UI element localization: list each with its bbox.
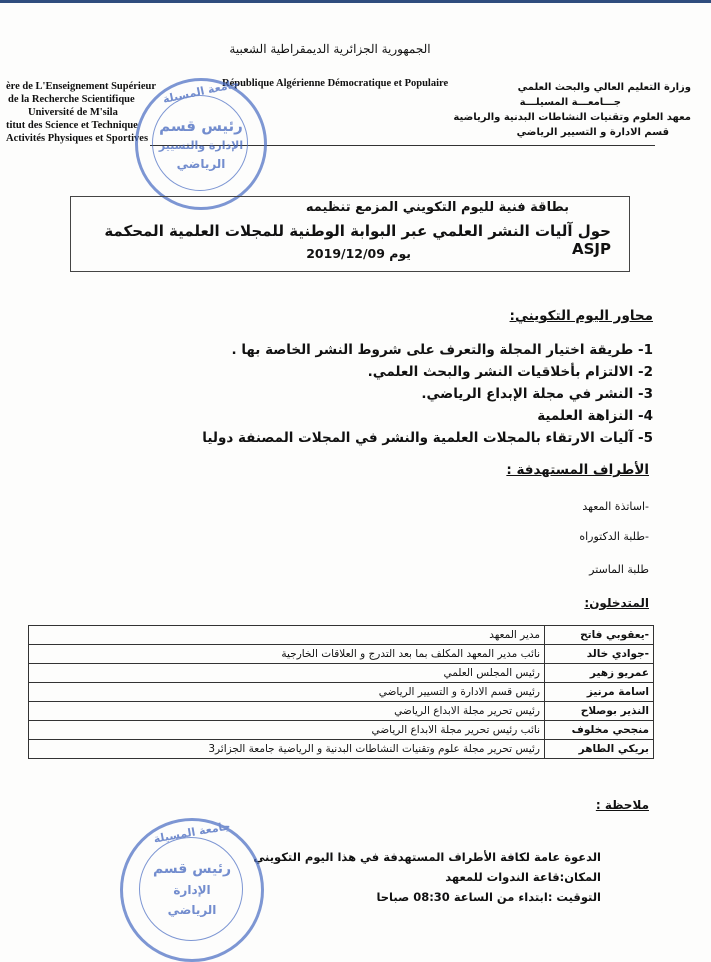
speaker-role: رئيس تحرير مجلة الابداع الرياضي (29, 702, 545, 721)
axis-item: 5- آليات الارتقاء بالمجلات العلمية والنشر في المجلات المصنفة دوليا (202, 430, 653, 446)
axis-item: 2- الالتزام بأخلاقيات النشر والبحث العلمي. (367, 364, 653, 380)
speaker-name: اسامة مرنيز (545, 683, 654, 702)
table-row (29, 626, 654, 645)
title-line-1: بطاقة فنية لليوم التكويني المزمع تنظيمه (305, 200, 569, 215)
table-row (29, 702, 654, 721)
speaker-role: نائب مدير المعهد المكلف بما بعد التدرج و العلاقات الخارجية (29, 645, 545, 664)
stamp-text: الإدارة (173, 883, 211, 897)
speaker-role: رئيس تحرير مجلة علوم وتقنيات النشاطات البدنية و الرياضية جامعة الجزائر3 (29, 740, 545, 759)
ministry-fr-line: de la Recherche Scientifique (8, 94, 135, 105)
speaker-name: -جوادي خالد (545, 645, 654, 664)
axis-item: 1- طريقة اختيار المجلة والتعرف على شروط النشر الخاصة بها . (231, 342, 653, 358)
speaker-name: عمريو زهير (545, 664, 654, 683)
ministry-fr-line: Activités Physiques et Sportives (6, 133, 149, 144)
table-row (29, 721, 654, 740)
note-line: الدعوة عامة لكافة الأطراف المستهدفة في هذا اليوم التكويني (253, 850, 601, 864)
speakers-heading: المتدخلون: (584, 596, 649, 610)
speaker-role: مدير المعهد (29, 626, 545, 645)
department-stamp-top (135, 78, 267, 210)
republic-title-ar: الجمهورية الجزائرية الديمقراطية الشعبية (229, 42, 431, 56)
department-stamp-bottom (120, 818, 264, 962)
ministry-ar-line: قسم الادارة و التسيير الرياضي (516, 127, 669, 138)
ministry-fr-line: titut des Science et Technique (6, 120, 138, 131)
ministry-block-ar (453, 80, 691, 140)
targets-heading: الأطراف المستهدفة : (506, 462, 649, 478)
speaker-name: بريكي الطاهر (545, 740, 654, 759)
stamp-text: رئيس قسم (159, 117, 243, 135)
axis-item: 4- النزاهة العلمية (537, 408, 653, 424)
speaker-name: منجحي مخلوف (545, 721, 654, 740)
top-border (0, 0, 711, 3)
table-row (29, 645, 654, 664)
stamp-text: الرياضي (176, 157, 226, 171)
stamp-text: رئيس قسم (152, 861, 232, 877)
table-row (29, 683, 654, 702)
axes-heading: محاور اليوم التكويني: (509, 308, 653, 324)
notes-heading: ملاحظة : (595, 798, 649, 812)
stamp-text: جامعة المسيلة (152, 819, 232, 846)
speaker-name: -يعقوبي فاتح (545, 626, 654, 645)
speaker-role: نائب رئيس تحرير مجلة الابداع الرياضي (29, 721, 545, 740)
speaker-role: رئيس قسم الادارة و التسيير الرياضي (29, 683, 545, 702)
republic-title-fr: République Algérienne Démocratique et Populaire (222, 78, 449, 89)
target-item: طلبة الماستر (589, 563, 649, 576)
ministry-block-fr (6, 80, 156, 145)
title-date: يوم 2019/12/09 (306, 246, 411, 261)
title-line-2: حول آليات النشر العلمي عبر البوابة الوطنية للمجلات العلمية المحكمة ASJP (104, 222, 611, 258)
table-row (29, 740, 654, 759)
stamp-text: جامعة المسيلة (161, 77, 241, 106)
target-item: -طلبة الدكتوراه (579, 530, 649, 543)
ministry-ar-line: معهد العلوم وتقنيات النشاطات البدنية والرياضية (453, 112, 691, 123)
target-item: -اساتذة المعهد (582, 500, 649, 513)
stamp-text: الإدارة والتسيير (158, 139, 244, 152)
stamp-text: الرياضي (167, 903, 217, 917)
speakers-table (28, 625, 654, 759)
ministry-ar-line: وزارة التعليم العالي والبحث العلمي (517, 82, 691, 93)
note-line: التوقيت :ابتداء من الساعة 08:30 صباحا (376, 890, 601, 904)
ministry-fr-line: ère de L'Enseignement Supérieur (6, 81, 157, 92)
title-box (70, 196, 630, 272)
ministry-ar-line: جـــامعـــة المسيلـــة (519, 97, 621, 108)
note-line: المكان:قاعة الندوات للمعهد (445, 870, 601, 884)
speaker-name: النذير بوصلاح (545, 702, 654, 721)
axis-item: 3- النشر في مجلة الإبداع الرياضي. (421, 386, 653, 402)
speaker-role: رئيس المجلس العلمي (29, 664, 545, 683)
table-row (29, 664, 654, 683)
ministry-fr-line: Université de M'sila (28, 107, 118, 118)
